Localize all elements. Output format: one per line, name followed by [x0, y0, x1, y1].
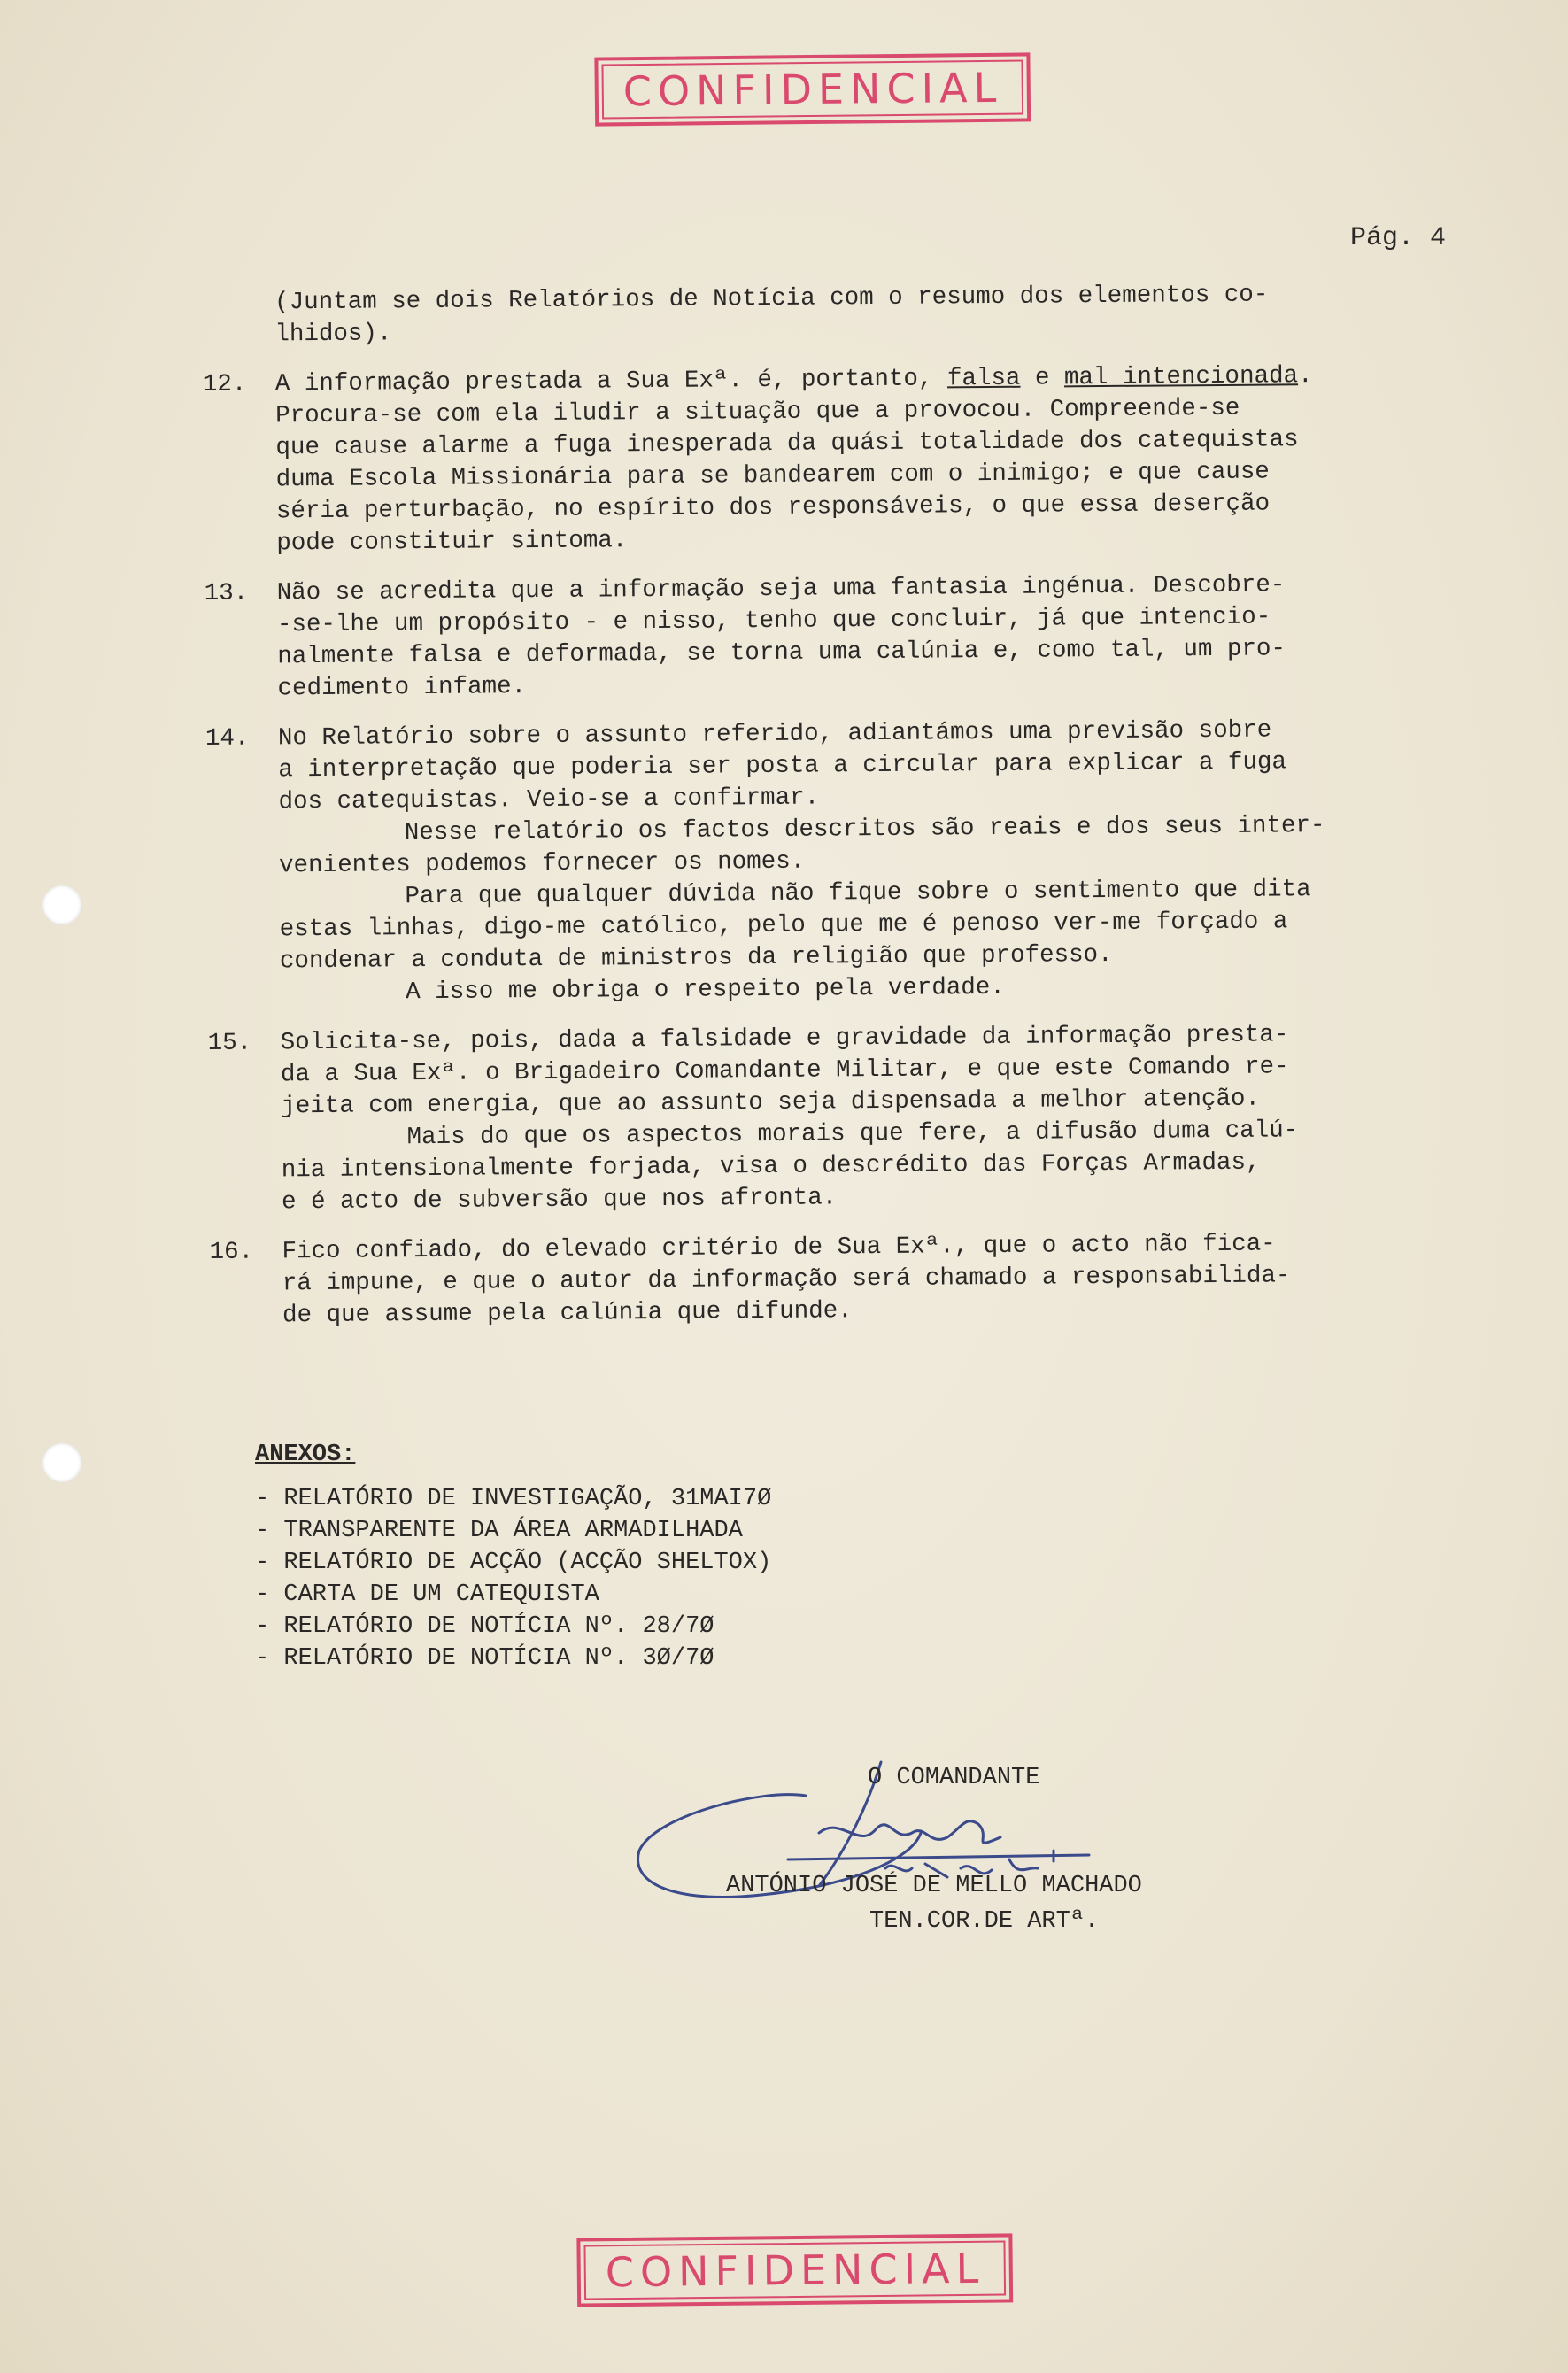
annexes-section [255, 1439, 771, 1674]
text-line: da a Sua Exª. o Brigadeiro Comandante Militar, e que este Comando re- [280, 1053, 1289, 1089]
signatory-rank: TEN.COR.DE ARTª. [869, 1908, 1100, 1935]
paragraph-13 [205, 568, 1507, 706]
annex-item: - RELATÓRIO DE NOTÍCIA Nº. 3Ø/7Ø [255, 1645, 714, 1672]
text-line: séria perturbação, no espírito dos responsáveis, o que essa deserção [275, 490, 1271, 526]
document-body [202, 277, 1511, 1350]
paragraph-15 [208, 1017, 1511, 1219]
annex-item: - RELATÓRIO DE INVESTIGAÇÃO, 31MAI7Ø [255, 1486, 772, 1512]
annexes-title: ANEXOS: [255, 1442, 356, 1468]
text-line: condenar a conduta de ministros da religião que professo. [279, 940, 1113, 976]
text-line: dos catequistas. Veio-se a confirmar. [278, 784, 820, 816]
text-line: rá impune, e que o autor da informação será chamado a responsabilida- [282, 1262, 1291, 1298]
page-number: Pág. 4 [1350, 223, 1447, 253]
text-line: Para que qualquer dúvida não fique sobre o sentimento que dita [405, 876, 1311, 911]
text-line: duma Escola Missionária para se bandearem com o inimigo; e que cause [275, 458, 1270, 494]
signatory-role: O COMANDANTE [868, 1765, 1040, 1791]
annex-item: - TRANSPARENTE DA ÁREA ARMADILHADA [255, 1518, 743, 1544]
confidential-stamp-top [594, 52, 1031, 126]
text-line: venientes podemos fornecer os nomes. [279, 847, 806, 880]
text-line: lhidos). [274, 320, 392, 349]
text-line: nalmente falsa e deformada, se torna uma calúnia e, como tal, um pro- [277, 635, 1286, 671]
stamp-text: CONFIDENCIAL [601, 60, 1023, 120]
text-line: Nesse relatório os factos descritos são reais e dos seus inter- [404, 812, 1325, 847]
text-line: A isso me obriga o respeito pela verdade. [406, 973, 1005, 1007]
stamp-text: CONFIDENCIAL [583, 2241, 1006, 2300]
annex-item: - RELATÓRIO DE ACÇÃO (ACÇÃO SHELTOX) [255, 1550, 772, 1576]
text-line: estas linhas, digo-me católico, pelo que me é penoso ver-me forçado a [279, 908, 1288, 944]
underlined-text: falsa [946, 364, 1021, 393]
text-line: Não se acredita que a informação seja uma fantasia ingénua. Descobre- [276, 571, 1286, 607]
annex-item: - RELATÓRIO DE NOTÍCIA Nº. 28/7Ø [255, 1613, 714, 1640]
paragraph-16 [209, 1226, 1511, 1333]
paragraph-number: 15. [207, 1029, 252, 1057]
text-line: cedimento infame. [277, 673, 527, 703]
text-line: que cause alarme a fuga inesperada da quási totalidade dos catequistas [275, 426, 1299, 462]
text-line: Procura-se com ela iludir a situação que a provocou. Compreende-se [275, 394, 1240, 430]
signatory-name: ANTÓNIO JOSÉ DE MELLO MACHADO [726, 1873, 1142, 1899]
text-line: Solicita-se, pois, dada a falsidade e gravidade da informação presta- [280, 1021, 1289, 1057]
underlined-text: mal intencionada [1063, 362, 1299, 392]
paragraph-number: 16. [209, 1238, 254, 1266]
text-line: jeita com energia, que ao assunto seja dispensada a melhor atenção. [281, 1085, 1261, 1121]
confidential-stamp-bottom [576, 2233, 1013, 2307]
text-line: (Juntam se dois Relatórios de Notícia com o resumo dos elementos co- [274, 281, 1269, 317]
text-line: de que assume pela calúnia que difunde. [282, 1297, 853, 1330]
punch-hole [42, 885, 81, 924]
text-line: e é acto de subversão que nos afronta. [281, 1184, 838, 1217]
text-segment: A informação prestada a Sua Exª. é, portanto, [274, 365, 948, 398]
punch-hole [42, 1443, 81, 1482]
text-line: Mais do que os aspectos morais que fere, a difusão duma calú- [406, 1117, 1299, 1152]
text-segment: e [1020, 364, 1065, 392]
text-line: Fico confiado, do elevado critério de Sua Exª., que o acto não fica- [282, 1230, 1276, 1266]
paragraph-14 [205, 713, 1509, 1010]
annex-item: - CARTA DE UM CATEQUISTA [255, 1581, 599, 1608]
intro-paragraph [202, 277, 1504, 352]
paragraph-number: 14. [205, 724, 250, 753]
text-line: pode constituir sintoma. [276, 527, 628, 558]
paragraph-number: 12. [202, 370, 247, 398]
text-segment: . [1297, 362, 1313, 390]
text-line: No Relatório sobre o assunto referido, adiantámos uma previsão sobre [277, 716, 1272, 753]
text-line: -se-lhe um propósito - e nisso, tenho que concluir, já que intencio- [276, 603, 1271, 639]
paragraph-12 [203, 359, 1506, 560]
text-line: a interpretação que poderia ser posta a circular para explicar a fuga [278, 748, 1287, 785]
text-line: nia intensionalmente forjada, visa o descrédito das Forças Armadas, [281, 1148, 1261, 1185]
paragraph-number: 13. [204, 579, 249, 607]
